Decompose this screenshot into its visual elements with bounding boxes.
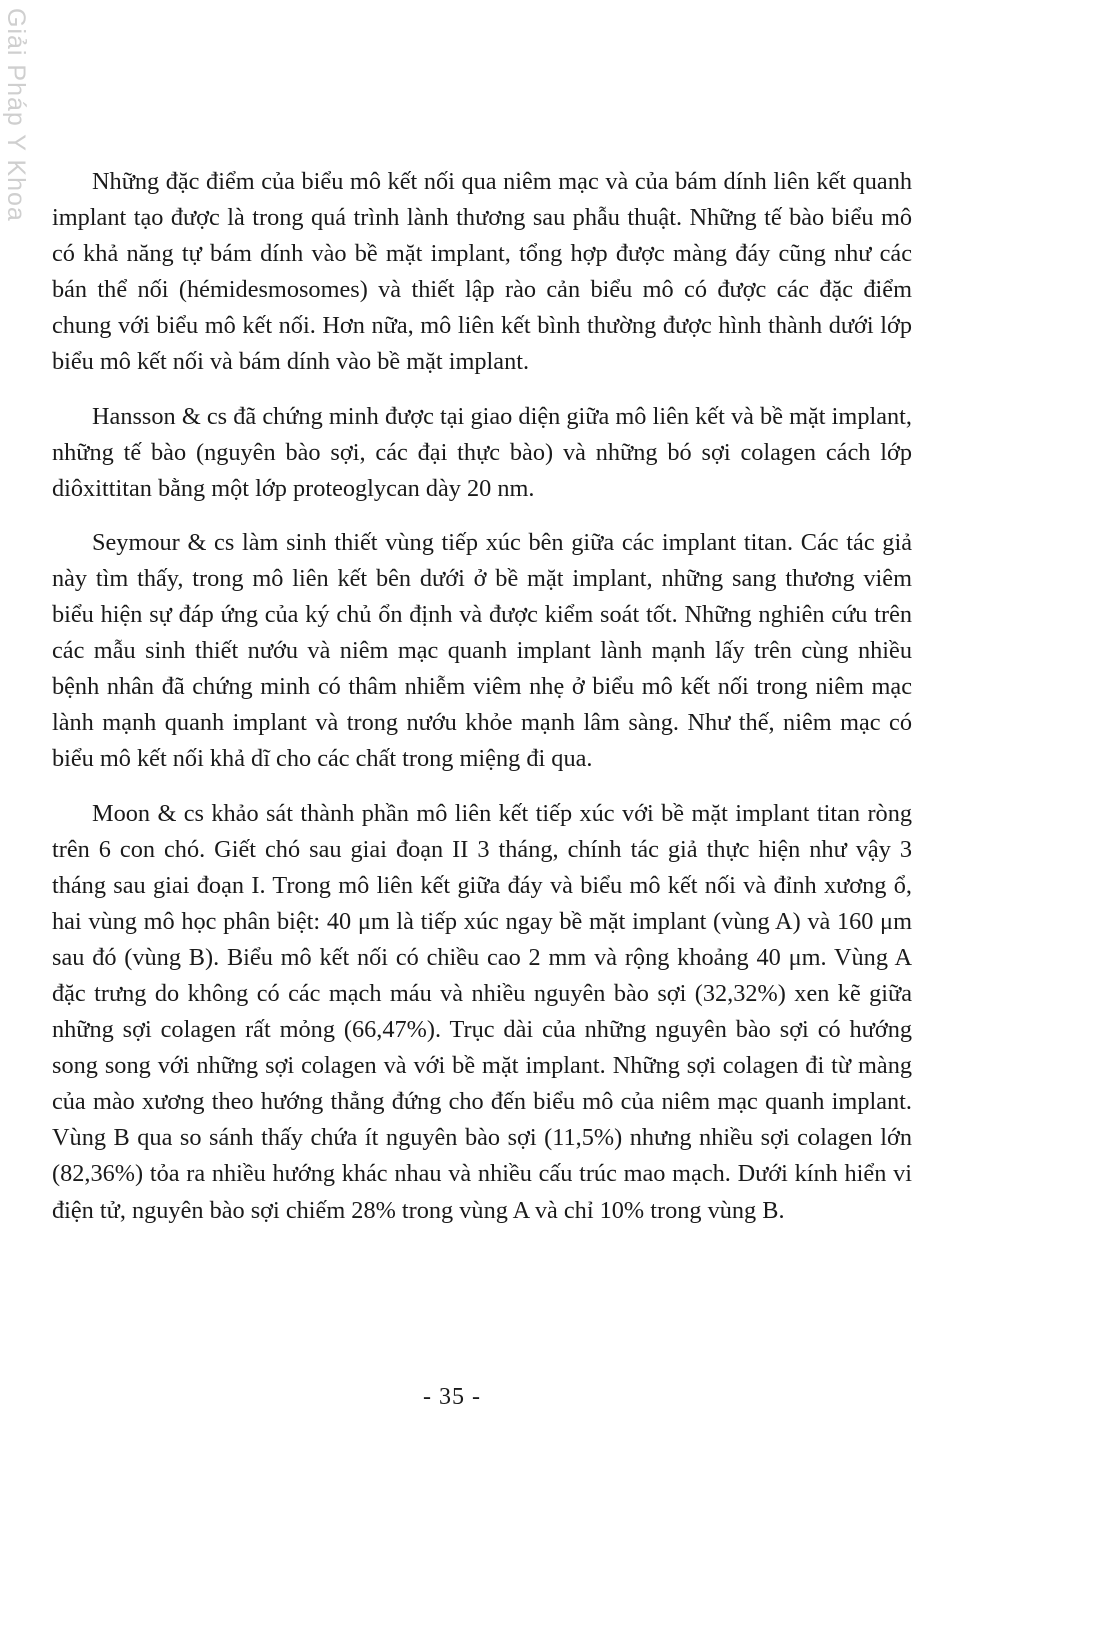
paragraph-junctional-epithelium: Những đặc điểm của biểu mô kết nối qua niêm mạc và của bám dính liên kết quanh implant tạo được là trong quá trình lành thương sau phẫu thuật. Những tế bào biểu mô có khả năng tự bám dính vào bề mặt implant, tổng hợp được màng đáy cũng như các bán thể nối (hémidesmosomes) và thiết lập rào cản biểu mô có được các đặc điểm chung với biểu mô kết nối. Hơn nữa, mô liên kết bình thường được hình thành dưới lớp biểu mô kết nối và bám dính vào bề mặt implant. [52, 168, 912, 376]
page-number: - 35 - [423, 1384, 481, 1410]
page-body [52, 164, 912, 1247]
paragraph-hansson: Hansson & cs đã chứng minh được tại giao diện giữa mô liên kết và bề mặt implant, những tế bào (nguyên bào sợi, các đại thực bào) và những bó sợi colagen cách lớp diôxittitan bằng một lớp proteoglycan dày 20 nm. [52, 402, 912, 502]
paragraph-moon: Moon & cs khảo sát thành phần mô liên kết tiếp xúc với bề mặt implant titan ròng trên 6 con chó. Giết chó sau giai đoạn II 3 tháng, chính tác giả thực hiện như vậy 3 tháng sau giai đoạn I. Trong mô liên kết giữa đáy và biểu mô kết nối và đỉnh xương ổ, hai vùng mô học phân biệt: 40 μm là tiếp xúc ngay bề mặt implant (vùng A) và 160 μm sau đó (vùng B). Biểu mô kết nối có chiều cao 2 mm và rộng khoảng 40 μm. Vùng A đặc trưng do không có các mạch máu và nhiều nguyên bào sợi (32,32%) xen kẽ giữa những sợi colagen rất mỏng (66,47%). Trục dài của những nguyên bào sợi có hướng song song với những sợi colagen và với bề mặt implant. Những sợi colagen đi từ màng của mào xương theo hướng thẳng đứng cho đến biểu mô của niêm mạc quanh implant. Vùng B qua so sánh thấy chứa ít nguyên bào sợi (11,5%) nhưng nhiều sợi colagen lớn (82,36%) tỏa ra nhiều hướng khác nhau và nhiều cấu trúc mao mạch. Dưới kính hiển vi điện tử, nguyên bào sợi chiếm 28% trong vùng A và chỉ 10% trong vùng B. [52, 799, 912, 1224]
paragraph-seymour: Seymour & cs làm sinh thiết vùng tiếp xúc bên giữa các implant titan. Các tác giả này tìm thấy, trong mô liên kết bên dưới ở bề mặt implant, những sang thương viêm biểu hiện sự đáp ứng của ký chủ ổn định và được kiểm soát tốt. Những nghiên cứu trên các mẫu sinh thiết nướu và niêm mạc quanh implant lành mạnh lấy trên cùng nhiều bệnh nhân đã chứng minh có thâm nhiễm viêm nhẹ ở biểu mô kết nối trong niêm mạc lành mạnh quanh implant và trong nướu khỏe mạnh lâm sàng. Như thế, niêm mạc có biểu mô kết nối khả dĩ cho các chất trong miệng đi qua. [52, 528, 912, 773]
watermark-text: Giải Pháp Y Khoa [2, 8, 30, 222]
